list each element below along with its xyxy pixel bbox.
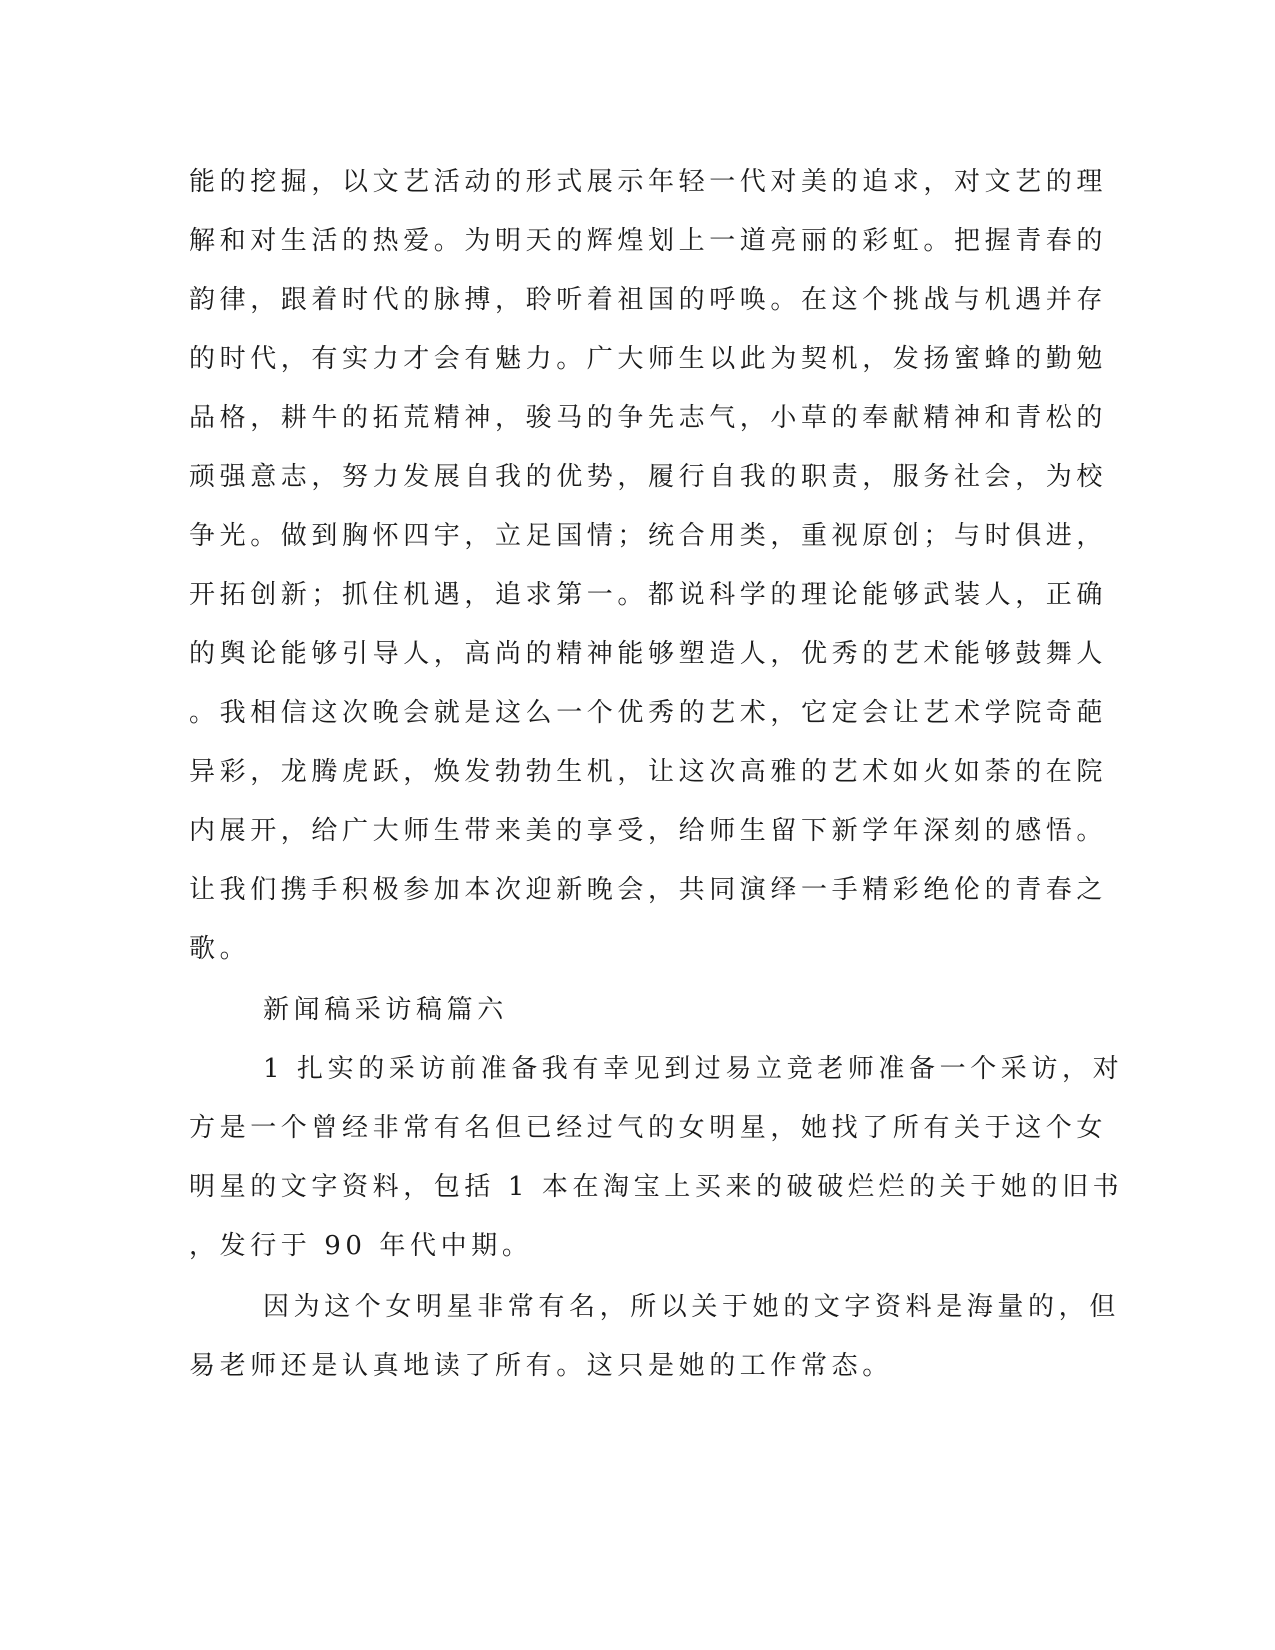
paragraph-line: 的时代，有实力才会有魅力。广大师生以此为契机，发扬蜜蜂的勤勉: [189, 344, 1108, 374]
paragraph-line: 争光。做到胸怀四宇，立足国情；统合用类，重视原创；与时俱进，: [189, 521, 1108, 551]
paragraph-line: 易老师还是认真地读了所有。这只是她的工作常态。: [189, 1351, 893, 1381]
paragraph-line: 1 扎实的采访前准备我有幸见到过易立竞老师准备一个采访，对: [263, 1054, 1124, 1084]
paragraph-line: 开拓创新；抓住机遇，追求第一。都说科学的理论能够武装人，正确: [189, 580, 1108, 610]
paragraph-line: 异彩，龙腾虎跃，焕发勃勃生机，让这次高雅的艺术如火如荼的在院: [189, 757, 1108, 787]
paragraph-line: 解和对生活的热爱。为明天的辉煌划上一道亮丽的彩虹。把握青春的: [189, 226, 1108, 256]
paragraph-line: 韵律，跟着时代的脉搏，聆听着祖国的呼唤。在这个挑战与机遇并存: [189, 285, 1108, 315]
paragraph-line: ，发行于 90 年代中期。: [189, 1231, 533, 1261]
paragraph-line: 内展开，给广大师生带来美的享受，给师生留下新学年深刻的感悟。: [189, 816, 1108, 846]
section-heading: 新闻稿采访稿篇六: [263, 995, 508, 1025]
paragraph-line: 能的挖掘，以文艺活动的形式展示年轻一代对美的追求，对文艺的理: [189, 167, 1108, 197]
paragraph-line: 顽强意志，努力发展自我的优势，履行自我的职责，服务社会，为校: [189, 462, 1108, 492]
paragraph-line: 因为这个女明星非常有名，所以关于她的文字资料是海量的，但: [263, 1292, 1120, 1322]
paragraph-line: 明星的文字资料，包括 1 本在淘宝上买来的破破烂烂的关于她的旧书: [189, 1172, 1124, 1202]
paragraph-line: 的舆论能够引导人，高尚的精神能够塑造人，优秀的艺术能够鼓舞人: [189, 639, 1108, 669]
paragraph-line: 方是一个曾经非常有名但已经过气的女明星，她找了所有关于这个女: [189, 1113, 1108, 1143]
paragraph-line: 。我相信这次晚会就是这么一个优秀的艺术，它定会让艺术学院奇葩: [189, 698, 1108, 728]
paragraph-line: 歌。: [189, 934, 251, 964]
paragraph-line: 让我们携手积极参加本次迎新晚会，共同演绎一手精彩绝伦的青春之: [189, 875, 1108, 905]
paragraph-line: 品格，耕牛的拓荒精神，骏马的争先志气，小草的奉献精神和青松的: [189, 403, 1108, 433]
